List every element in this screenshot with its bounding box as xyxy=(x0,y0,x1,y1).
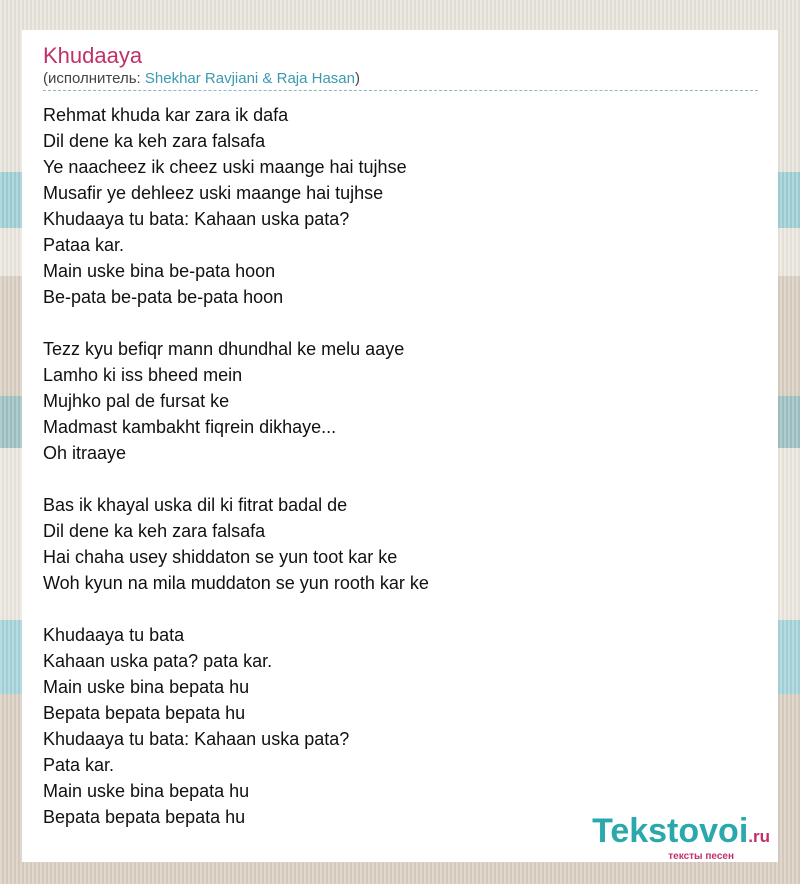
lyrics-line: Oh itraaye xyxy=(43,443,127,463)
lyrics-line: Khudaaya tu bata: Kahaan uska pata? xyxy=(43,729,350,749)
lyrics-line: Pata kar. xyxy=(43,755,115,775)
lyrics-line: Bas ik khayal uska dil ki fitrat badal de xyxy=(43,495,348,515)
lyrics-line: Main uske bina bepata hu xyxy=(43,781,250,801)
artist-link[interactable]: Shekhar Ravjiani & Raja Hasan xyxy=(144,70,355,87)
lyrics-text xyxy=(43,102,758,830)
lyrics-line: Madmast kambakht fiqrein dikhaye... xyxy=(43,417,337,437)
performer-label: (исполнитель: xyxy=(43,70,145,87)
lyrics-line: Main uske bina bepata hu xyxy=(43,677,250,697)
logo-tagline: тексты песен xyxy=(668,851,734,862)
lyrics-line: Woh kyun na mila muddaton se yun rooth kar ke xyxy=(43,573,429,593)
lyrics-line: Dil dene ka keh zara falsafa xyxy=(43,131,266,151)
lyrics-line: Ye naacheez ik cheez uski maange hai tujhse xyxy=(43,157,407,177)
lyrics-line xyxy=(43,596,758,622)
song-title: Khudaaya xyxy=(43,43,143,68)
lyrics-card xyxy=(22,30,778,862)
lyrics-line: Mujhko pal de fursat ke xyxy=(43,391,230,411)
lyrics-line: Pataa kar. xyxy=(43,235,125,255)
lyrics-line: Tezz kyu befiqr mann dhundhal ke melu aaye xyxy=(43,339,405,359)
lyrics-line: Khudaaya tu bata xyxy=(43,625,185,645)
performer-line xyxy=(43,70,758,91)
logo-wordmark xyxy=(592,813,770,855)
lyrics-line: Bepata bepata bepata hu xyxy=(43,807,246,827)
site-logo[interactable] xyxy=(592,813,770,862)
lyrics-line: Be-pata be-pata be-pata hoon xyxy=(43,287,284,307)
lyrics-line: Lamho ki iss bheed mein xyxy=(43,365,243,385)
logo-tld: .ru xyxy=(748,827,770,846)
lyrics-line: Khudaaya tu bata: Kahaan uska pata? xyxy=(43,209,350,229)
lyrics-line xyxy=(43,466,758,492)
lyrics-line: Musafir ye dehleez uski maange hai tujhse xyxy=(43,183,384,203)
lyrics-line: Kahaan uska pata? pata kar. xyxy=(43,651,273,671)
logo-name: Tekstovoi xyxy=(592,812,749,850)
lyrics-line: Bepata bepata bepata hu xyxy=(43,703,246,723)
lyrics-line xyxy=(43,310,758,336)
lyrics-line: Hai chaha usey shiddaton se yun toot kar ke xyxy=(43,547,398,567)
lyrics-line: Main uske bina be-pata hoon xyxy=(43,261,276,281)
performer-close: ) xyxy=(355,70,360,87)
lyrics-line: Rehmat khuda kar zara ik dafa xyxy=(43,105,289,125)
lyrics-line: Dil dene ka keh zara falsafa xyxy=(43,521,266,541)
